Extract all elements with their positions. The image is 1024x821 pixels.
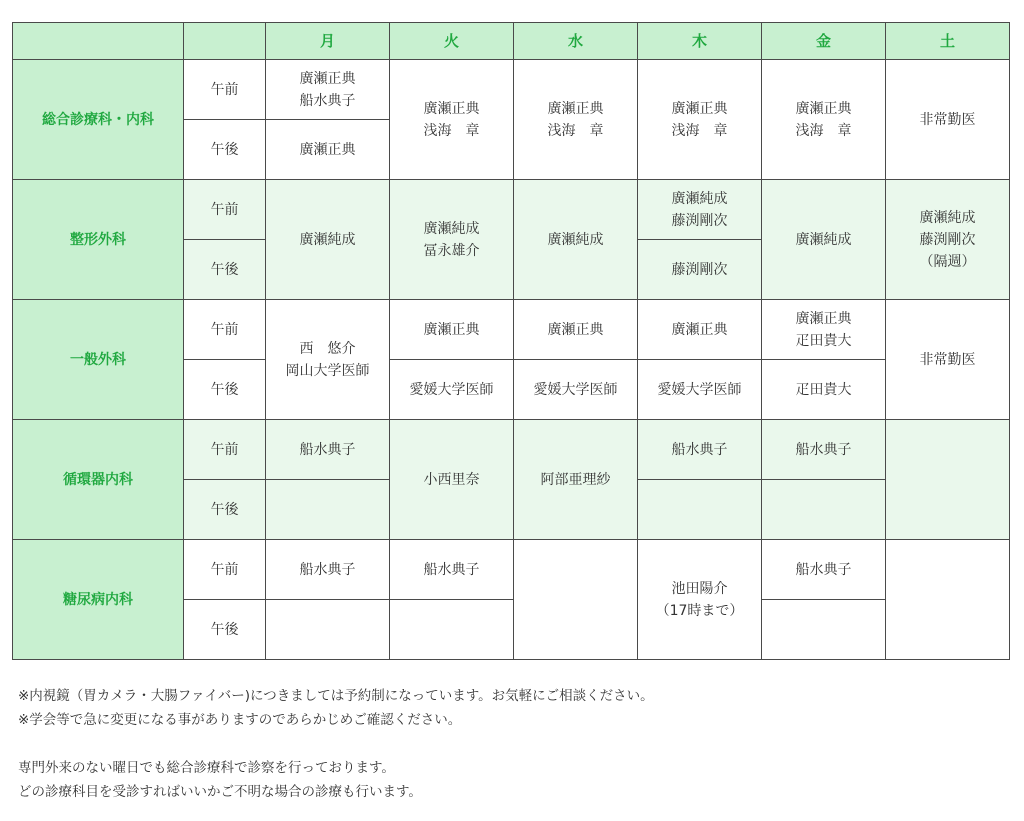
cell-ortho-sat: 廣瀬純成 藤渕剛次 （隔週）: [886, 180, 1010, 300]
cell-surgery-thu-pm: 愛媛大学医師: [638, 360, 762, 420]
cell-cardio-thu-pm: [638, 480, 762, 540]
cell-diabetes-thu: 池田陽介 （17時まで）: [638, 540, 762, 660]
cell-surgery-wed-am: 廣瀬正典: [514, 300, 638, 360]
row-cardio-am: [13, 420, 1010, 480]
note-schedule-change: ※学会等で急に変更になる事がありますのであらかじめご確認ください。: [18, 712, 462, 728]
cell-cardio-mon-pm: [266, 480, 390, 540]
cell-diabetes-tue-am: 船水典子: [390, 540, 514, 600]
cell-general-sat: 非常勤医: [886, 60, 1010, 180]
cell-diabetes-sat: [886, 540, 1010, 660]
cell-surgery-tue-pm: 愛媛大学医師: [390, 360, 514, 420]
header-thu: 木: [638, 23, 762, 60]
header-sat: 土: [886, 23, 1010, 60]
cell-surgery-thu-am: 廣瀬正典: [638, 300, 762, 360]
time-am: 午前: [184, 300, 266, 360]
cell-surgery-tue-am: 廣瀬正典: [390, 300, 514, 360]
cell-general-wed: 廣瀬正典 浅海 章: [514, 60, 638, 180]
note-endoscopy: ※内視鏡（胃カメラ・大腸ファイバー)につきましては予約制になっています。お気軽にご相談ください。: [18, 688, 654, 704]
time-pm: 午後: [184, 600, 266, 660]
header-blank-time: [184, 23, 266, 60]
dept-general: 総合診療科・内科: [13, 60, 184, 180]
cell-ortho-thu-pm: 藤渕剛次: [638, 240, 762, 300]
cell-diabetes-fri-am: 船水典子: [762, 540, 886, 600]
time-am: 午前: [184, 540, 266, 600]
time-pm: 午後: [184, 360, 266, 420]
cell-diabetes-tue-pm: [390, 600, 514, 660]
dept-surgery: 一般外科: [13, 300, 184, 420]
header-wed: 水: [514, 23, 638, 60]
cell-surgery-wed-pm: 愛媛大学医師: [514, 360, 638, 420]
cell-surgery-mon: 西 悠介 岡山大学医師: [266, 300, 390, 420]
dept-ortho: 整形外科: [13, 180, 184, 300]
header-mon: 月: [266, 23, 390, 60]
notes-section: [18, 684, 654, 804]
cell-diabetes-mon-am: 船水典子: [266, 540, 390, 600]
time-am: 午前: [184, 60, 266, 120]
dept-diabetes: 糖尿病内科: [13, 540, 184, 660]
cell-surgery-sat: 非常勤医: [886, 300, 1010, 420]
note-spacer: [18, 732, 654, 756]
schedule-table: [12, 22, 1010, 660]
time-pm: 午後: [184, 120, 266, 180]
header-row: [13, 23, 1010, 60]
header-tue: 火: [390, 23, 514, 60]
cell-ortho-tue: 廣瀬純成 冨永雄介: [390, 180, 514, 300]
cell-ortho-mon: 廣瀬純成: [266, 180, 390, 300]
cell-ortho-wed: 廣瀬純成: [514, 180, 638, 300]
cell-cardio-wed: 阿部亜理紗: [514, 420, 638, 540]
cell-diabetes-mon-pm: [266, 600, 390, 660]
cell-cardio-sat: [886, 420, 1010, 540]
row-general-am: [13, 60, 1010, 120]
cell-general-thu: 廣瀬正典 浅海 章: [638, 60, 762, 180]
row-surgery-am: [13, 300, 1010, 360]
cell-general-mon-pm: 廣瀬正典: [266, 120, 390, 180]
note-general-clinic: 専門外来のない曜日でも総合診療科で診察を行っております。: [18, 760, 395, 776]
cell-diabetes-wed: [514, 540, 638, 660]
cell-cardio-tue: 小西里奈: [390, 420, 514, 540]
cell-cardio-mon-am: 船水典子: [266, 420, 390, 480]
cell-ortho-thu-am: 廣瀬純成 藤渕剛次: [638, 180, 762, 240]
cell-surgery-fri-pm: 疋田貴大: [762, 360, 886, 420]
row-ortho-am: [13, 180, 1010, 240]
dept-cardio: 循環器内科: [13, 420, 184, 540]
header-fri: 金: [762, 23, 886, 60]
cell-diabetes-fri-pm: [762, 600, 886, 660]
note-unsure-dept: どの診療科目を受診すればいいかご不明な場合の診療も行います。: [18, 784, 422, 800]
cell-general-tue: 廣瀬正典 浅海 章: [390, 60, 514, 180]
header-blank-dept: [13, 23, 184, 60]
time-am: 午前: [184, 180, 266, 240]
time-pm: 午後: [184, 480, 266, 540]
cell-general-mon-am: 廣瀬正典 船水典子: [266, 60, 390, 120]
cell-cardio-thu-am: 船水典子: [638, 420, 762, 480]
time-pm: 午後: [184, 240, 266, 300]
cell-ortho-fri: 廣瀬純成: [762, 180, 886, 300]
cell-general-fri: 廣瀬正典 浅海 章: [762, 60, 886, 180]
cell-cardio-fri-am: 船水典子: [762, 420, 886, 480]
cell-surgery-fri-am: 廣瀬正典 疋田貴大: [762, 300, 886, 360]
cell-cardio-fri-pm: [762, 480, 886, 540]
row-diabetes-am: [13, 540, 1010, 600]
time-am: 午前: [184, 420, 266, 480]
